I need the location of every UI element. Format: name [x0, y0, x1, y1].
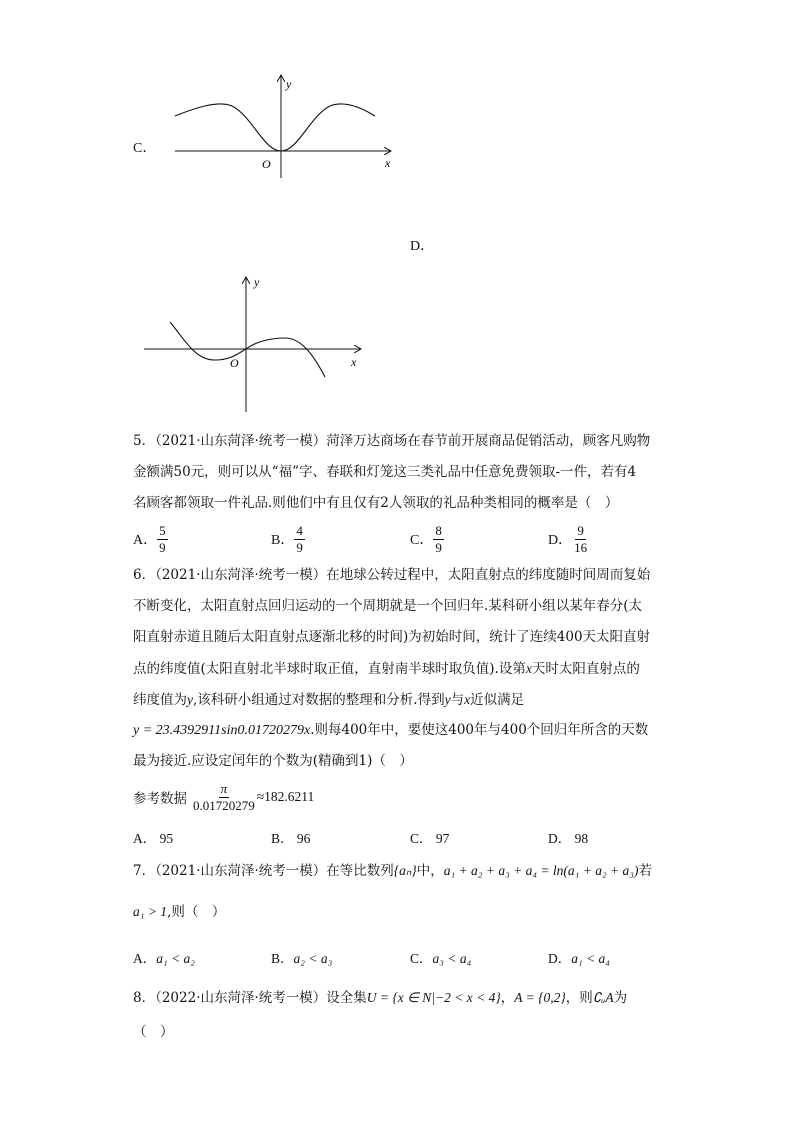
x-axis-label: x	[351, 355, 357, 369]
q6-line-2: 不断变化，太阳直射点回归运动的一个周期就是一个回归年.某科研小组以某年春分(太	[133, 598, 643, 614]
q6-line-4: 点的纬度值(太阳直射北半球时取正值，直射南半球时取负值).设第x天时太阳直射点的	[133, 661, 640, 677]
q6-option-b[interactable]: B． 96	[271, 831, 311, 846]
option-c-label: C．	[133, 141, 157, 156]
q7-equation: a₁ + a₂ + a₃ + a₄ = ln(a₁ + a₂ + a₃)	[443, 863, 639, 878]
set-a: A = {0,2}	[514, 990, 566, 1005]
q5-line-1: 5．（2021·山东菏泽·统考一模）菏泽万达商场在春节前开展商品促销活动，顾客凡购物	[133, 433, 651, 449]
y-axis-label: y	[286, 77, 292, 91]
fraction: $\frac{8}{9}$	[435, 523, 442, 555]
fraction: $\frac{4}{9}$	[296, 523, 303, 555]
origin-label: O	[230, 356, 239, 370]
q6-line-1: 6．（2021·山东菏泽·统考一模）在地球公转过程中，太阳直射点的纬度随时间周而复始	[133, 567, 651, 583]
graph-option-d	[140, 270, 370, 415]
q5-option-d[interactable]: D． $\frac{9}{16}$	[548, 523, 588, 555]
q7-line-2: a₁ > 1,则（ ）	[133, 904, 226, 920]
q5-line-3: 名顾客都领取一件礼品.则他们中有且仅有2人领取的礼品种类相同的概率是（ ）	[133, 495, 619, 511]
q5-option-c[interactable]: C． $\frac{8}{9}$	[410, 523, 442, 555]
q7-line-1: 7．（2021·山东菏泽·统考一模）在等比数列{aₙ}中，a₁ + a₂ + a₃ + a₄ = ln(a₁ + a₂ + a₃)若	[133, 863, 652, 879]
q8-line-2: （ ）	[133, 1024, 174, 1040]
q7-option-a[interactable]: A．a₁ < a₂	[133, 951, 195, 966]
fraction: $\frac{5}{9}$	[159, 523, 166, 555]
q5-line-2: 金额满50元，则可以从“福”字、春联和灯笼这三类礼品中任意免费领取-一件，若有4	[133, 464, 637, 480]
fraction: $\frac{\pi}{0.01720279}$	[193, 781, 255, 813]
fraction: $\frac{9}{16}$	[574, 523, 588, 555]
complement: ∁ᵤA	[592, 990, 614, 1005]
q5-option-b[interactable]: B． $\frac{4}{9}$	[271, 523, 303, 555]
latitude-formula: y = 23.4392911sin0.01720279x	[133, 723, 311, 738]
option-d-label: D．	[410, 239, 435, 254]
q6-line-5: 纬度值为y,该科研小组通过对数据的整理和分析.得到y与x近似满足	[133, 692, 525, 708]
q7-option-b[interactable]: B．a₂ < a₃	[271, 951, 333, 966]
x-axis-label: x	[385, 156, 391, 170]
q6-option-a[interactable]: A． 95	[133, 831, 174, 846]
y-axis-label: y	[254, 275, 260, 289]
q6-line-3: 阳直射赤道且随后太阳直射点逐渐北移的时间)为初始时间，统计了连续400天太阳直射	[133, 629, 651, 645]
origin-label: O	[262, 157, 271, 171]
graph-option-c	[170, 70, 400, 180]
q7-option-d[interactable]: D．a₁ < a₄	[548, 951, 610, 966]
q8-line-1: 8．（2022·山东菏泽·统考一模）设全集U = {x ∈ N|−2 < x < 4}，A = {0,2}，则∁ᵤA为	[133, 990, 628, 1006]
q7-option-c[interactable]: C．a₃ < a₄	[410, 951, 472, 966]
q6-option-d[interactable]: D． 98	[548, 831, 589, 846]
curve	[175, 104, 375, 151]
q6-line-7: 最为接近.应设定闰年的个数为(精确到1)（ ）	[133, 753, 413, 769]
q6-reference-data: 参考数据 $\frac{\pi}{0.01720279}$ ≈182.6211	[133, 781, 315, 813]
q6-line-6: y = 23.4392911sin0.01720279x.则每400年中，要使这400年与400个回归年所含的天数	[133, 722, 649, 738]
universal-set: U = {x ∈ N|−2 < x < 4}	[366, 990, 501, 1005]
q6-option-c[interactable]: C． 97	[410, 831, 450, 846]
q5-option-a[interactable]: A． $\frac{5}{9}$	[133, 523, 166, 555]
